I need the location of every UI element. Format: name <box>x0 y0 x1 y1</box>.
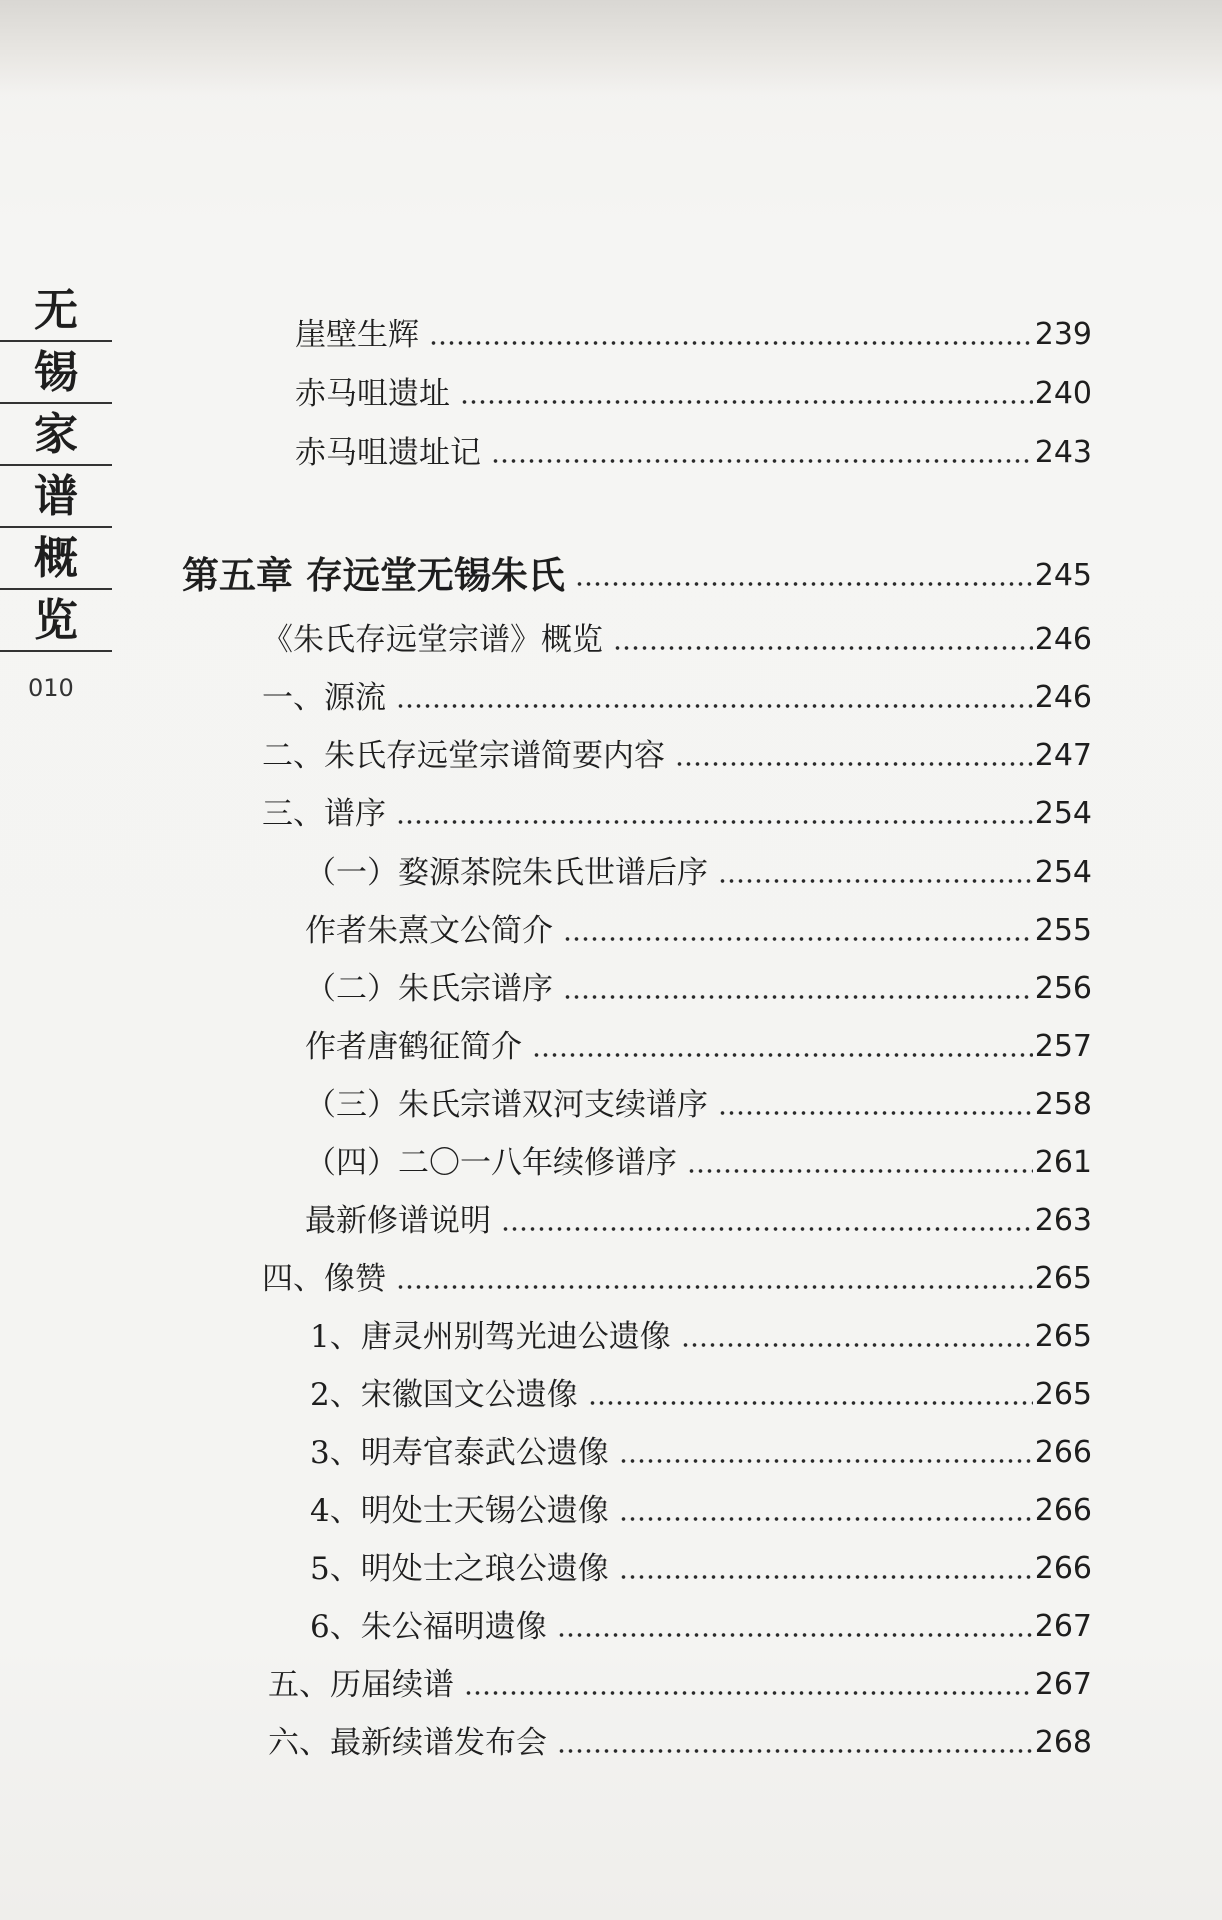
toc-page: 245 <box>1034 558 1092 593</box>
toc-label: 4、明处士天锡公遗像 <box>310 1493 609 1529</box>
toc-label: 二、朱氏存远堂宗谱简要内容 <box>262 738 665 774</box>
toc-label: 赤马咀遗址记 <box>295 435 481 471</box>
toc-entry <box>305 1135 1092 1183</box>
dot-leader <box>619 1575 1033 1579</box>
toc-page: 261 <box>1034 1145 1092 1180</box>
toc-page: 268 <box>1034 1725 1092 1760</box>
spine-char: 览 <box>0 590 112 652</box>
toc-label: 作者朱熹文公简介 <box>305 913 553 949</box>
dot-leader <box>429 341 1033 345</box>
toc-page: 240 <box>1034 376 1092 411</box>
dot-leader <box>619 1517 1033 1521</box>
toc-label: 作者唐鹤征简介 <box>305 1029 522 1065</box>
toc-entry <box>262 728 1092 776</box>
dot-leader <box>718 1111 1033 1115</box>
toc-page: 243 <box>1034 435 1092 470</box>
toc-page: 255 <box>1034 913 1092 948</box>
page-top-edge <box>0 0 1222 95</box>
toc-entry <box>295 425 1092 473</box>
toc-chapter-entry <box>182 548 1092 596</box>
toc-label: 6、朱公福明遗像 <box>310 1609 547 1645</box>
toc-page: 266 <box>1034 1435 1092 1470</box>
toc-entry <box>305 1077 1092 1125</box>
toc-page: 265 <box>1034 1319 1092 1354</box>
toc-entry <box>305 961 1092 1009</box>
dot-leader <box>501 1227 1033 1231</box>
toc-entry <box>305 1193 1092 1241</box>
toc-label: 五、历届续谱 <box>268 1667 454 1703</box>
spine-char: 家 <box>0 404 112 466</box>
dot-leader <box>681 1343 1033 1347</box>
toc-entry <box>262 612 1092 660</box>
toc-page: 265 <box>1034 1377 1092 1412</box>
spine-char: 谱 <box>0 466 112 528</box>
toc-page: 256 <box>1034 971 1092 1006</box>
dot-leader <box>588 1401 1033 1405</box>
toc-page: 246 <box>1034 622 1092 657</box>
spine-char: 无 <box>0 280 112 342</box>
toc-entry <box>310 1425 1092 1473</box>
toc-label: 《朱氏存远堂宗谱》概览 <box>262 622 603 658</box>
dot-leader <box>396 820 1033 824</box>
toc-label: 1、唐灵州别驾光迪公遗像 <box>310 1319 671 1355</box>
toc-entry <box>305 1019 1092 1067</box>
spine-title <box>0 280 112 652</box>
toc-label: 3、明寿官泰武公遗像 <box>310 1435 609 1471</box>
dot-leader <box>613 646 1033 650</box>
toc-label: 六、最新续谱发布会 <box>268 1725 547 1761</box>
toc-label: 5、明处士之琅公遗像 <box>310 1551 609 1587</box>
toc-entry <box>295 307 1092 355</box>
toc-page: 258 <box>1034 1087 1092 1122</box>
toc-page: 267 <box>1034 1667 1092 1702</box>
toc-entry <box>305 903 1092 951</box>
spine-char: 概 <box>0 528 112 590</box>
toc-label: 三、谱序 <box>262 796 386 832</box>
toc-label: 四、像赞 <box>262 1261 386 1297</box>
dot-leader <box>491 459 1033 463</box>
toc-page: 247 <box>1034 738 1092 773</box>
dot-leader <box>675 762 1033 766</box>
toc-label: 崖壁生辉 <box>295 317 419 353</box>
toc-label: （二）朱氏宗谱序 <box>305 971 553 1007</box>
toc-page: 254 <box>1034 855 1092 890</box>
toc-entry <box>262 670 1092 718</box>
toc-page: 257 <box>1034 1029 1092 1064</box>
dot-leader <box>687 1169 1033 1173</box>
toc-entry <box>305 845 1092 893</box>
dot-leader <box>396 704 1033 708</box>
dot-leader <box>557 1749 1033 1753</box>
toc-entry <box>262 786 1092 834</box>
toc-page: 265 <box>1034 1261 1092 1296</box>
toc-entry <box>310 1483 1092 1531</box>
toc-entry <box>310 1367 1092 1415</box>
toc-entry <box>262 1251 1092 1299</box>
toc-label: 赤马咀遗址 <box>295 376 450 412</box>
spine-char: 锡 <box>0 342 112 404</box>
toc-entry <box>310 1541 1092 1589</box>
dot-leader <box>532 1053 1033 1057</box>
toc-entry <box>268 1715 1092 1763</box>
dot-leader <box>396 1285 1033 1289</box>
toc-page: 267 <box>1034 1609 1092 1644</box>
dot-leader <box>619 1459 1033 1463</box>
dot-leader <box>718 879 1033 883</box>
toc-label: （四）二〇一八年续修谱序 <box>305 1145 677 1181</box>
toc-label: 最新修谱说明 <box>305 1203 491 1239</box>
dot-leader <box>563 937 1033 941</box>
toc-page: 246 <box>1034 680 1092 715</box>
toc-page: 239 <box>1034 317 1092 352</box>
toc-entry <box>295 366 1092 414</box>
toc-page: 266 <box>1034 1551 1092 1586</box>
dot-leader <box>460 400 1033 404</box>
toc-entry <box>268 1657 1092 1705</box>
toc-entry <box>310 1309 1092 1357</box>
toc-entry <box>310 1599 1092 1647</box>
chapter-title: 第五章 存远堂无锡朱氏 <box>182 554 565 597</box>
toc-label: 2、宋徽国文公遗像 <box>310 1377 578 1413</box>
dot-leader <box>464 1691 1033 1695</box>
toc-page: 266 <box>1034 1493 1092 1528</box>
toc-page: 263 <box>1034 1203 1092 1238</box>
toc-page: 254 <box>1034 796 1092 831</box>
toc-label: （一）婺源茶院朱氏世谱后序 <box>305 855 708 891</box>
dot-leader <box>575 582 1033 586</box>
toc-label: 一、源流 <box>262 680 386 716</box>
dot-leader <box>557 1633 1033 1637</box>
toc-label: （三）朱氏宗谱双河支续谱序 <box>305 1087 708 1123</box>
page-number: 010 <box>28 674 74 702</box>
dot-leader <box>563 995 1033 999</box>
